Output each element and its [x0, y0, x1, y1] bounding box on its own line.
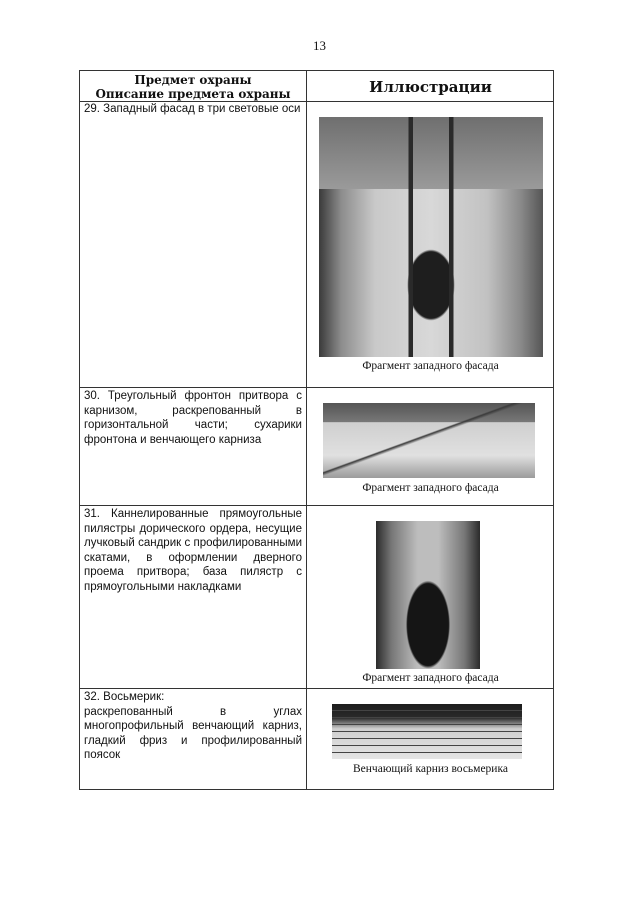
description-text: 30. Треугольный фронтон притвора с карнизом, раскрепованный в горизонтальной части; сухарики фронтона и венчающего карниза [84, 390, 302, 446]
row-30-caption: Фрагмент западного фасада [362, 482, 499, 494]
heritage-table [79, 70, 554, 790]
row-32-caption: Венчающий карниз восьмерика [353, 763, 508, 775]
description-text: 29. Западный фасад в три световые оси [84, 103, 301, 115]
header-illustrations: Иллюстрации [369, 78, 492, 96]
header-subject [80, 73, 306, 101]
row-divider [80, 688, 553, 689]
west-facade-photo [319, 117, 543, 357]
row-30-description [84, 389, 302, 447]
header-subject-line1: Предмет охраны [134, 73, 252, 87]
row-31-caption: Фрагмент западного фасада [362, 672, 499, 684]
row-31-description [84, 507, 302, 594]
row-29-caption: Фрагмент западного фасада [362, 360, 499, 372]
row-divider [80, 505, 553, 506]
description-text: 32. Восьмерик: [84, 691, 165, 703]
page-number: 13 [313, 38, 326, 53]
row-divider [80, 387, 553, 388]
description-text: раскрепованный в углах многопрофильный венчающий карниз, гладкий фриз и профилированный поясок [84, 705, 302, 761]
row-29-description [84, 102, 302, 117]
portal-photo [376, 521, 480, 669]
row-32-description [84, 690, 302, 763]
octagon-cornice-photo [332, 704, 522, 759]
description-text: 31. Каннелированные прямоугольные пилястры дорического ордера, несущие лучковый сандрик с профилированными скатами, в оформлении дверного проема притвора; база пилястр с прямоугольными накладками [84, 508, 302, 593]
header-subject-line2: Описание предмета охраны [95, 87, 291, 101]
pediment-photo [323, 403, 535, 478]
